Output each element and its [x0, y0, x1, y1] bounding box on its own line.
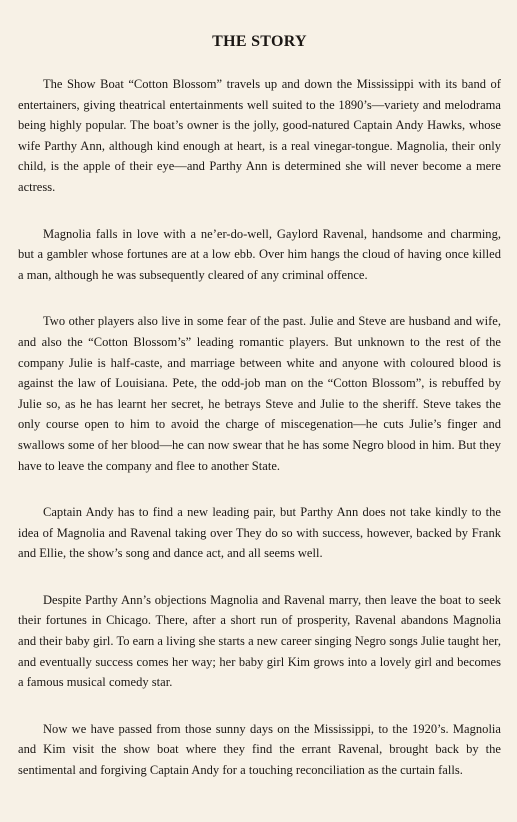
story-paragraph-3: Two other players also live in some fear of the past. Julie and Steve are husband and wife, and also the “Cotton Blossom’s” leading romantic players. But unknown to the rest of the company Julie is half-caste, and marriage between white and anyone with coloured blood is against the law of Louisiana. Pete, the odd-job man on the “Cotton Blossom”, is rebuffed by Julie so, as he has learnt her secret, he betrays Steve and Julie to the sheriff. Steve takes the only course open to him to avoid the charge of miscegenation—he cuts Julie’s finger and swallows some of her blood—he can now swear that he has some Negro blood in him. But they have to leave the company and flee to another State. [18, 314, 501, 473]
story-paragraph-1: The Show Boat “Cotton Blossom” travels up and down the Mississippi with its band of entertainers, giving theatrical entertainments well suited to the 1890’s—variety and melodrama being highly popular. The boat’s owner is the jolly, good-natured Captain Andy Hawks, whose wife Parthy Ann, although kind enough at heart, is a real vinegar-tongue. Magnolia, their only child, is the apple of their eye—and Parthy Ann is determined she will never become a mere actress. [18, 77, 501, 194]
story-paragraph-2: Magnolia falls in love with a ne’er-do-well, Gaylord Ravenal, handsome and charming, but a gambler whose fortunes are at a low ebb. Over him hangs the cloud of having once killed a man, although he was subsequently cleared of any criminal offence. [18, 226, 501, 282]
story-paragraph-5: Despite Parthy Ann’s objections Magnolia and Ravenal marry, then leave the boat to seek their fortunes in Chicago. There, after a short run of prosperity, Ravenal abandons Magnolia and their baby girl. To earn a living she starts a new career singing Negro songs Julie taught her, and eventually success comes her way; her baby girl Kim grows into a lovely girl and becomes a famous musical comedy star. [18, 592, 501, 690]
story-paragraph-6: Now we have passed from those sunny days on the Mississippi, to the 1920’s. Magnolia and Kim visit the show boat where they find the errant Ravenal, brought back by the sentimental and forgiving Captain Andy for a touching reconciliation as the curtain falls. [18, 721, 501, 778]
page-title: THE STORY [212, 33, 307, 50]
story-paragraph-4: Captain Andy has to find a new leading pair, but Parthy Ann does not take kindly to the idea of Magnolia and Ravenal taking over They do so with success, however, backed by Frank and Ellie, the show’s song and dance act, and all seems well. [18, 505, 501, 561]
story-body [18, 74, 501, 781]
